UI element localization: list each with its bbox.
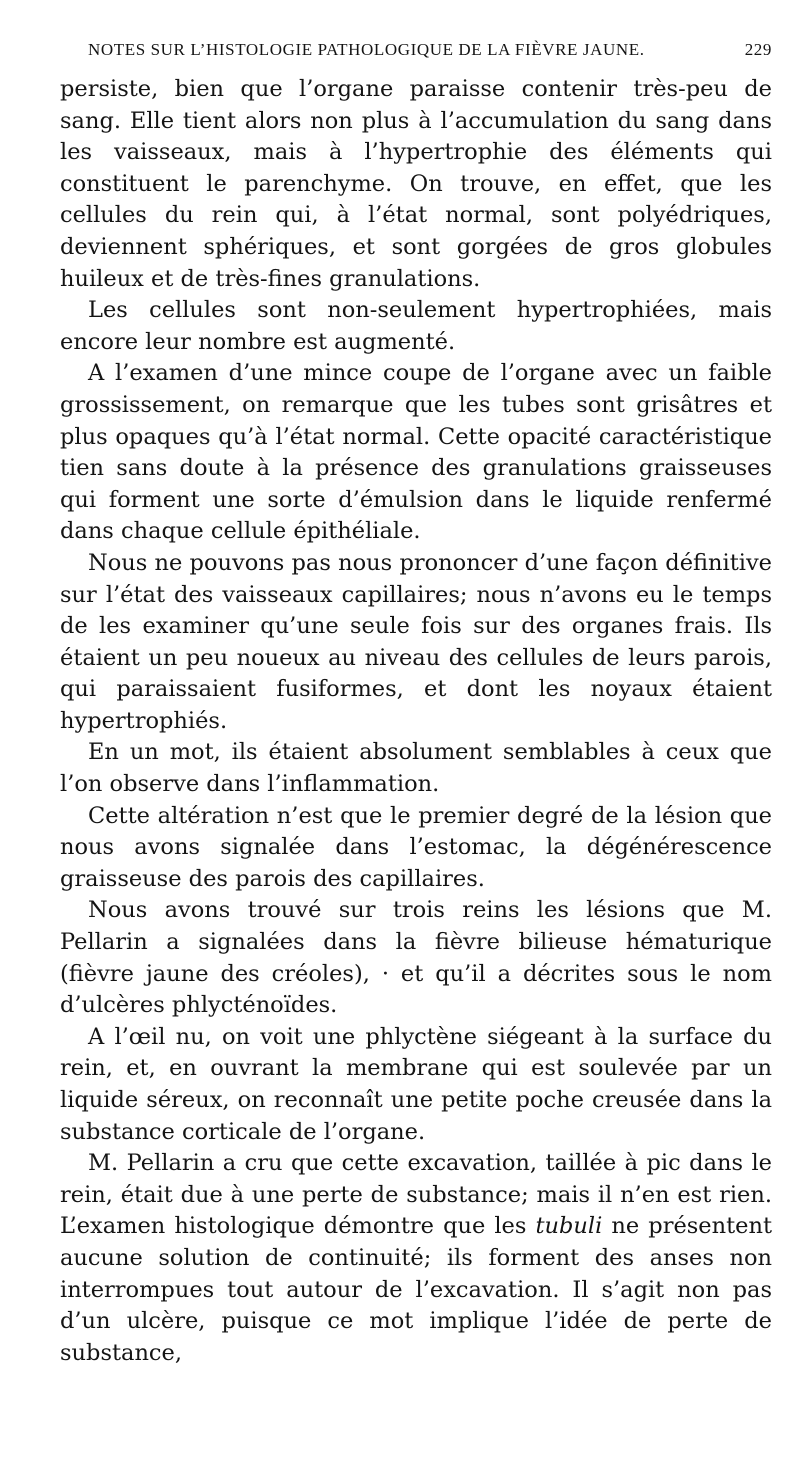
- paragraph-9: [60, 1148, 772, 1369]
- body-text: [60, 74, 772, 1369]
- running-head: [60, 40, 772, 68]
- italic-term-tubuli: tubuli: [535, 1213, 603, 1240]
- page: [60, 40, 772, 1369]
- paragraph-2: Les cellules sont non-seulement hypertrophiées, mais encore leur nombre est augmenté.: [60, 297, 772, 355]
- page-number: 229: [744, 40, 772, 59]
- paragraph-1: persiste, bien que l’organe paraisse contenir très-peu de sang. Elle tient alors non plus à l’accumulation du sang dans les vaisseaux, mais à l’hypertrophie des éléments qui constituent le parenchyme. On trouve, en effet, que les cellules du rein qui, à l’état normal, sont polyédriques, deviennent sphériques, et sont gorgées de gros globules huileux et de très-fines granulations.: [60, 76, 772, 292]
- paragraph-7: Nous avons trouvé sur trois reins les lésions que M. Pellarin a signalées dans la fièvre bilieuse hématurique (fièvre jaune des créoles), · et qu’il a décrites sous le nom d’ulcères phlycténoïdes.: [60, 897, 772, 1019]
- paragraph-9-end: ne présentent aucune solution de continuité; ils forment des anses non interrompues tout autour de l’excavation. Il s’agit non pas d’un ulcère, puisque ce mot implique l’idée de perte de substance,: [60, 1213, 773, 1366]
- paragraph-4: Nous ne pouvons pas nous prononcer d’une façon définitive sur l’état des vaisseaux capillaires; nous n’avons eu le temps de les examiner qu’une seule fois sur des organes frais. Ils étaient un peu noueux au niveau des cellules de leurs parois, qui paraissaient fusiformes, et dont les noyaux étaient hypertrophiés.: [60, 549, 772, 734]
- running-title: NOTES SUR L’HISTOLOGIE PATHOLOGIQUE DE LA FIÈVRE JAUNE.: [88, 40, 645, 59]
- paragraph-8: A l’œil nu, on voit une phlyctène siégeant à la surface du rein, et, en ouvrant la membrane qui est soulevée par un liquide séreux, on reconnaît une petite poche creusée dans la substance corticale de l’organe.: [60, 1023, 772, 1145]
- paragraph-5: En un mot, ils étaient absolument semblables à ceux que l’on observe dans l’inflammation.: [60, 739, 772, 798]
- paragraph-6: Cette altération n’est que le premier degré de la lésion que nous avons signalée dans l’estomac, la dégénérescence graisseuse des parois des capillaires.: [60, 802, 772, 892]
- paragraph-3: A l’examen d’une mince coupe de l’organe avec un faible grossissement, on remarque que les tubes sont grisâtres et plus opaques qu’à l’état normal. Cette opacité caractéristique tien sans doute à la présence des granulations graisseuses qui forment une sorte d’émulsion dans le liquide renfermé dans chaque cellule épithéliale.: [60, 360, 772, 545]
- paragraph-9-start: M. Pellarin a cru que cette excavation, taillée à pic dans le rein, était due à une perte de substance; mais il n’en est rien. L’examen histologique démontre que les: [60, 1150, 772, 1240]
